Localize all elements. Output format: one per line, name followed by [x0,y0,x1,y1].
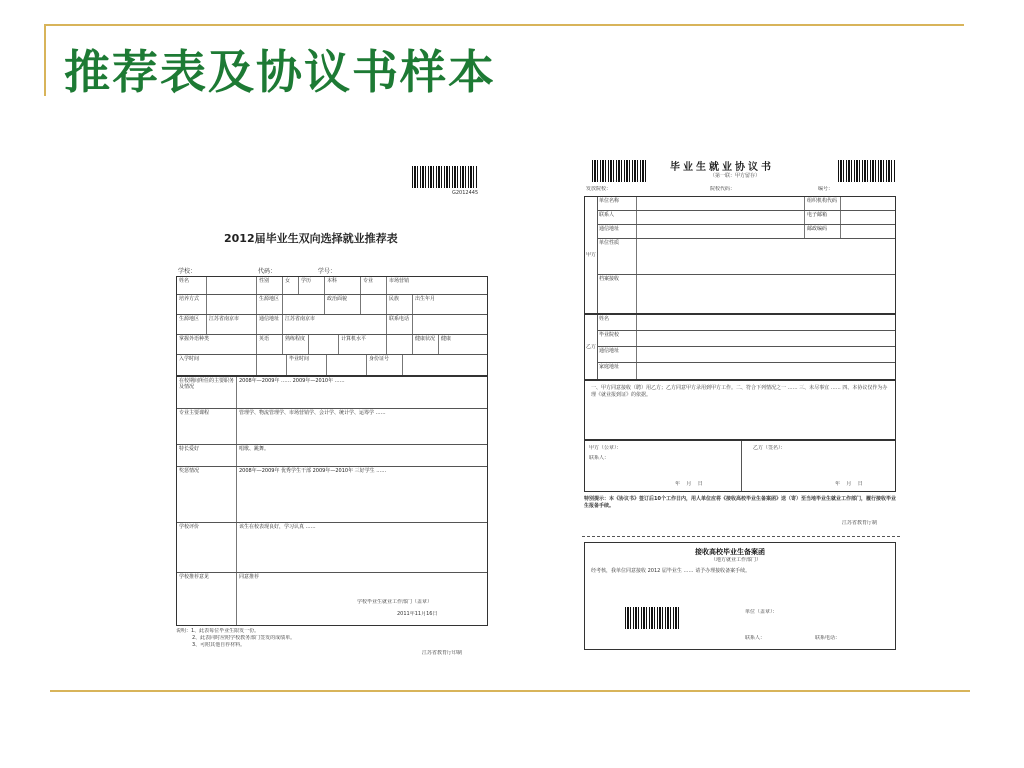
terms-box [584,380,896,440]
barcode [838,160,896,182]
field-label: 通信地址 [597,347,637,362]
stamp-text: 学校毕业生就业工作部门（盖章） [357,599,433,605]
section-text: 管理学、物流管理学、市场营销学、会计学、统计学、运筹学 …… [239,410,386,416]
field-value [637,347,895,362]
note-line: 2、此表同时应附学校教务部门签发的成绩单。 [192,635,296,641]
cell: 姓名 [177,277,207,294]
table-row [177,409,487,445]
recommendation-cell [237,573,487,625]
barcode [592,160,646,182]
field-label: 联系人 [597,211,637,224]
receipt-subtitle: （地方就业工作部门） [711,557,762,563]
cell: 本科 [325,277,361,294]
receipt-title: 接收高校毕业生备案函 [695,548,765,556]
section-text: 2008年—2009年 优秀学生干部 2009年—2010年 三好学生 …… [239,468,387,474]
note-line: 说明：1、此表每位毕业生限发一份。 [176,628,260,634]
meta-number: 编号： [818,186,834,192]
meta-code: 代码： [257,268,276,275]
field-label: 家庭地址 [597,363,637,379]
field-label: 档案接收 [597,275,637,313]
terms-text: 一、甲方同意接收（聘）用乙方；乙方同意甲方录用到甲方工作。二、符合下列情况之一 …… 三、未尽事宜 …… 四、本协议仅作为办理《就业报到证》的依据。 [591,385,888,398]
section-label: 专业主要课程 [177,409,237,444]
receipt-unit: 单位（盖章）： [745,609,778,615]
cell [327,355,367,375]
section-label: 奖惩情况 [177,467,237,522]
field-value [637,315,895,330]
party-b-rows [597,315,895,379]
cell: 毕业时间 [287,355,327,375]
cell [207,277,257,294]
agreement-title: 毕业生就业协议书 [670,162,774,173]
form-info-table [176,276,488,376]
table-row [177,445,487,467]
cell: 市场营销 [389,278,410,284]
table-row [177,467,487,523]
section-text: 唱歌、跳舞。 [239,446,270,452]
footer-rule [50,690,970,692]
section-label: 特长爱好 [177,445,237,466]
slide-title: 推荐表及协议书样本 [64,45,496,99]
cell: 生源地区 [257,295,283,314]
cell [387,335,413,354]
cell: 生源地区 [177,315,207,334]
date-text: 2011年11月16日 [397,611,438,617]
section-label: 学校推荐意见 [177,573,237,625]
cell: 英语 [257,335,283,354]
table-row [177,335,487,355]
table-row [177,355,487,375]
field-label: 通信地址 [597,225,637,238]
cell: 计算机水平 [339,335,387,354]
cell: 健康 [441,336,452,342]
sign-contact: 联系人： [589,455,610,461]
party-a-label: 甲方 [585,252,596,258]
field-label: 组织机构代码 [805,197,841,210]
cell: 江苏省南京市 [283,315,387,334]
party-b-table [584,314,896,380]
cell [413,315,487,334]
note-line: 3、可附其他自荐材料。 [192,642,246,648]
sign-a: 甲方（公章）： [589,445,622,451]
cell: 入学时间 [177,355,257,375]
cell: 培养方式 [177,295,207,314]
form-sections-table [176,376,488,626]
field-value [637,239,895,274]
cell: 通信地址 [257,315,283,334]
cell: 专业 [361,277,387,294]
field-value [637,211,805,224]
cut-line [582,536,900,537]
party-a-label-cell [585,197,598,313]
party-a-table [584,196,896,314]
field-value [637,225,805,238]
cell: 女 [283,277,299,294]
cell [257,355,287,375]
cell: 江苏省南京市 [207,315,257,334]
field-value [637,275,895,313]
party-b-label: 乙方 [585,344,596,350]
table-row [177,377,487,409]
table-row [177,573,487,625]
section-text: 该生在校表现良好，学习认真 …… [239,524,316,530]
cell: 学历 [299,277,325,294]
barcode [412,166,478,188]
field-label: 邮政编码 [805,225,841,238]
section-text: 2008年—2009年 …… 2009年—2010年 …… [239,378,345,384]
cell: 熟练程度 [283,335,309,354]
agreement-form-image [582,152,900,652]
date-a: 年 月 日 [675,481,703,487]
meta-student-no: 学号： [317,268,336,275]
divider [741,441,742,491]
field-value [841,211,895,224]
cell: 性别 [257,277,283,294]
sign-b: 乙方（签名）： [753,445,786,451]
field-value [637,331,895,346]
cell: 民族 [387,295,413,314]
receipt-box [584,542,896,650]
cell [403,355,487,375]
table-row [177,315,487,335]
field-label: 单位名称 [597,197,637,210]
receipt-phone: 联系电话： [815,635,841,641]
cell: 政治面貌 [325,295,361,314]
field-value [841,197,895,210]
signature-box [584,440,896,492]
cell [361,295,387,314]
meta-school: 发放院校： [586,186,612,192]
cell: 健康状况 [413,335,439,354]
agreement-subtitle: （第一联：甲方留存） [710,173,761,179]
meta-code: 院校代码： [710,186,736,192]
receipt-text: 经考核，我单位同意接收 2012 届毕业生 …… 请予办理接收备案手续。 [591,568,751,574]
barcode-number: G2012445 [452,190,479,196]
field-value [841,225,895,238]
party-b-label-cell [585,315,598,379]
cell: 身份证号 [367,355,403,375]
cell [207,295,257,314]
cell: 联系电话 [387,315,413,334]
cell: 出生年月 [415,296,436,302]
section-label: 在校期间所任的主要职务及情况 [177,377,237,408]
field-label: 姓名 [597,315,637,330]
title-rule-left [44,24,46,96]
field-label: 单位性质 [597,239,637,274]
issuer-text: 江苏省教育厅印制 [422,650,463,656]
recommendation-form-image [172,158,492,658]
party-a-rows [597,197,895,313]
meta-school: 学校： [178,268,197,275]
issuer-text: 江苏省教育厅制 [842,520,878,526]
receipt-contact: 联系人： [745,635,766,641]
title-rule-top [44,24,964,26]
table-row [177,277,487,295]
form-meta [178,266,488,275]
table-row [177,523,487,573]
cell [309,335,339,354]
form-heading: 2012届毕业生双向选择就业推荐表 [224,232,398,245]
field-label: 电子邮箱 [805,211,841,224]
table-row [177,295,487,315]
special-note: 特别提示：本《协议书》签订后10个工作日内，用人单位应将《接收高校毕业生备案函》送（寄）至当地毕业生就业工作部门，履行接收毕业生报备手续。 [584,496,896,509]
section-label: 学校评价 [177,523,237,572]
barcode [625,607,681,629]
field-label: 毕业院校 [597,331,637,346]
date-b: 年 月 日 [835,481,863,487]
section-text: 同意推荐 [239,574,260,580]
field-value [637,197,805,210]
cell [283,295,325,314]
cell: 掌握外语种类 [177,335,257,354]
field-value [637,363,895,379]
